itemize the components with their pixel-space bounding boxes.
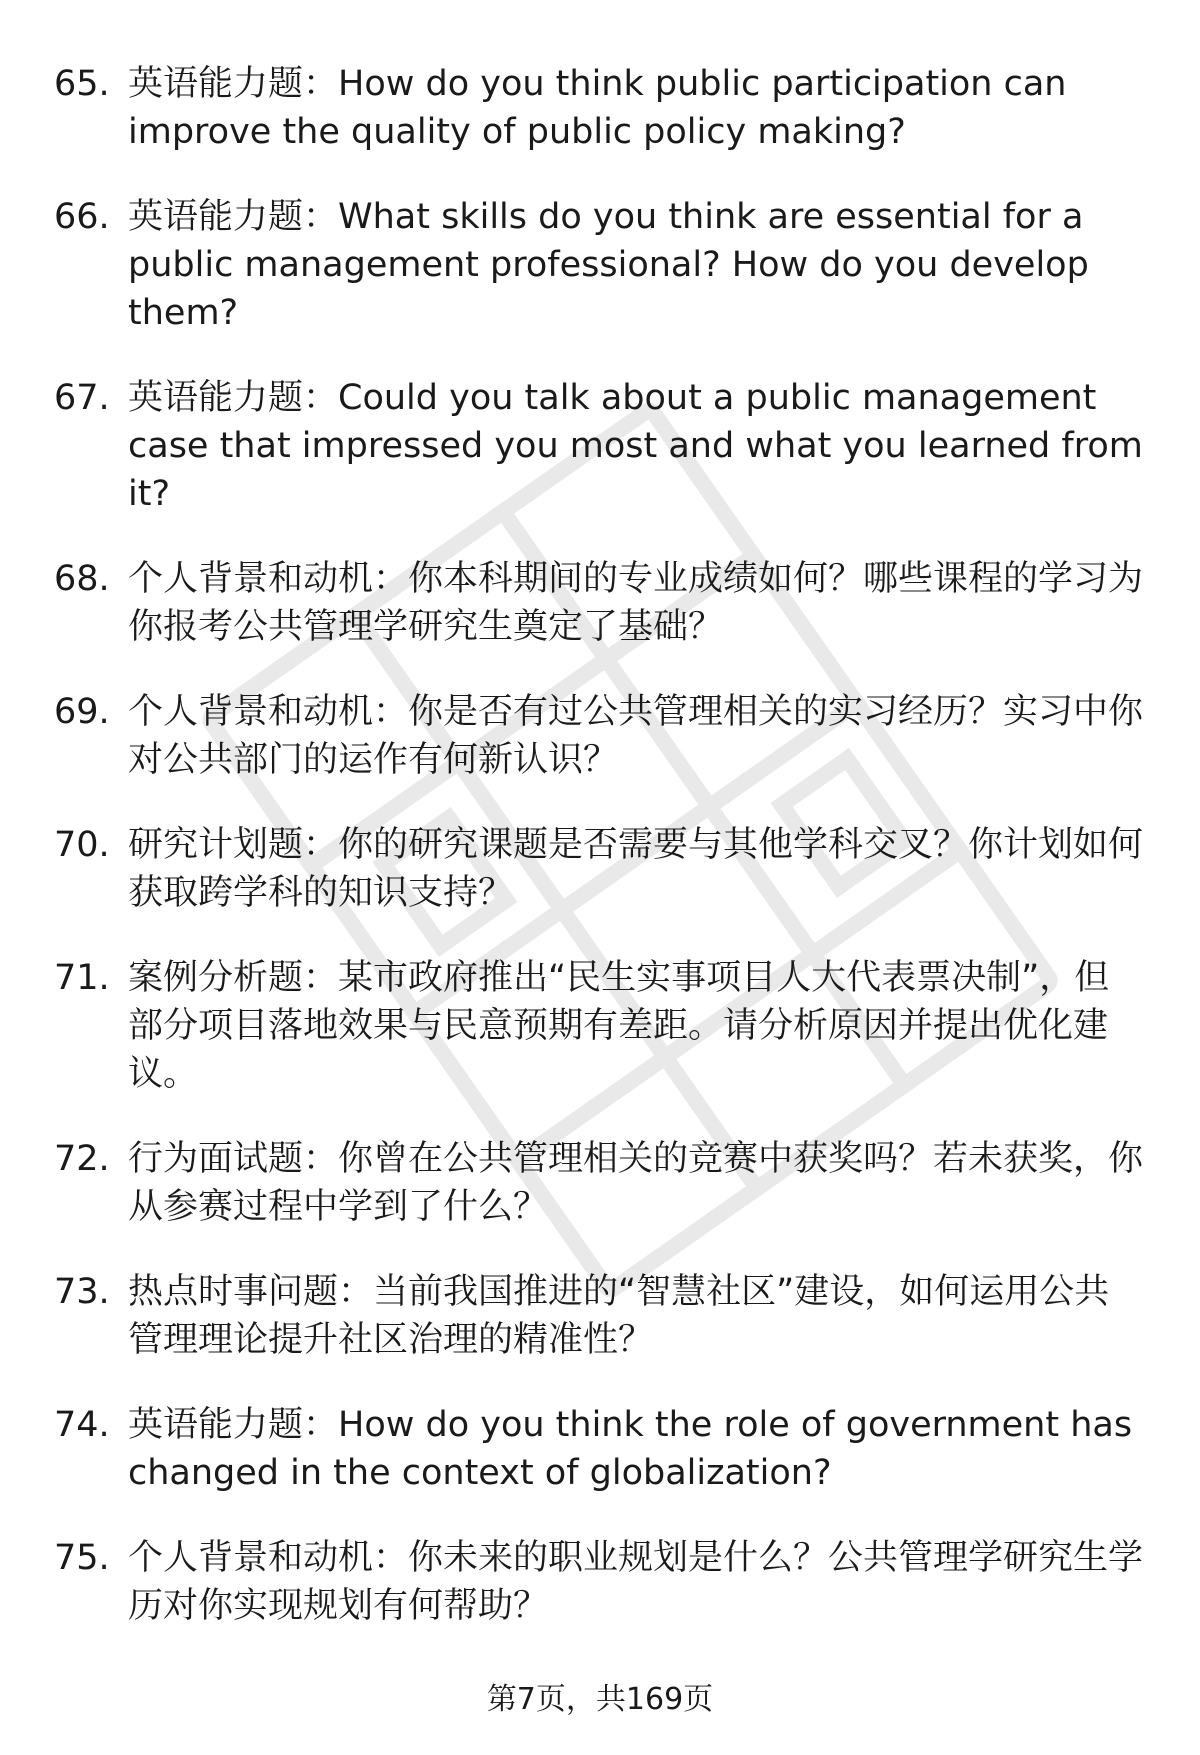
- question-text: 英语能力题：Could you talk about a public management case that impressed you most and what you learned from it?: [128, 378, 1143, 514]
- question-item: [54, 1268, 1144, 1364]
- question-text: 案例分析题：某市政府推出“民生实事项目人大代表票决制”，但部分项目落地效果与民意预期有差距。请分析原因并提出优化建议。: [128, 958, 1110, 1094]
- question-number: 70.: [54, 825, 110, 865]
- question-item: [54, 821, 1144, 917]
- question-item: [54, 193, 1144, 337]
- question-item: [54, 1135, 1144, 1231]
- question-number: 65.: [54, 64, 110, 104]
- question-item: [54, 954, 1144, 1098]
- question-item: [54, 374, 1144, 518]
- question-text: 热点时事问题：当前我国推进的“智慧社区”建设，如何运用公共管理理论提升社区治理的精准性？: [128, 1272, 1110, 1360]
- question-text: 个人背景和动机：你本科期间的专业成绩如何？哪些课程的学习为你报考公共管理学研究生奠定了基础？: [128, 559, 1144, 647]
- question-number: 72.: [54, 1139, 110, 1179]
- question-text: 英语能力题：What skills do you think are essential for a public management professional? How do you develop them?: [128, 197, 1089, 333]
- question-item: [54, 688, 1144, 784]
- question-number: 73.: [54, 1272, 110, 1312]
- question-text: 行为面试题：你曾在公共管理相关的竞赛中获奖吗？若未获奖，你从参赛过程中学到了什么？: [128, 1139, 1144, 1227]
- question-number: 69.: [54, 692, 110, 732]
- question-number: 74.: [54, 1405, 110, 1445]
- question-text: 英语能力题：How do you think public participation can improve the quality of public policy making?: [128, 64, 1067, 152]
- question-number: 68.: [54, 559, 110, 599]
- question-item: [54, 1401, 1144, 1497]
- question-text: 个人背景和动机：你未来的职业规划是什么？公共管理学研究生学历对你实现规划有何帮助？: [128, 1538, 1144, 1626]
- question-item: [54, 1534, 1144, 1630]
- question-number: 66.: [54, 197, 110, 237]
- page-footer: 第7页，共169页: [486, 1682, 714, 1717]
- question-text: 英语能力题：How do you think the role of government has changed in the context of globalization?: [128, 1405, 1133, 1493]
- question-item: [54, 555, 1144, 651]
- question-text: 个人背景和动机：你是否有过公共管理相关的实习经历？实习中你对公共部门的运作有何新认识？: [128, 692, 1144, 780]
- question-item: [54, 60, 1144, 156]
- question-list: [54, 60, 1144, 1667]
- question-number: 67.: [54, 378, 110, 418]
- question-text: 研究计划题：你的研究课题是否需要与其他学科交叉？你计划如何获取跨学科的知识支持？: [128, 825, 1144, 913]
- question-number: 75.: [54, 1538, 110, 1578]
- question-number: 71.: [54, 958, 110, 998]
